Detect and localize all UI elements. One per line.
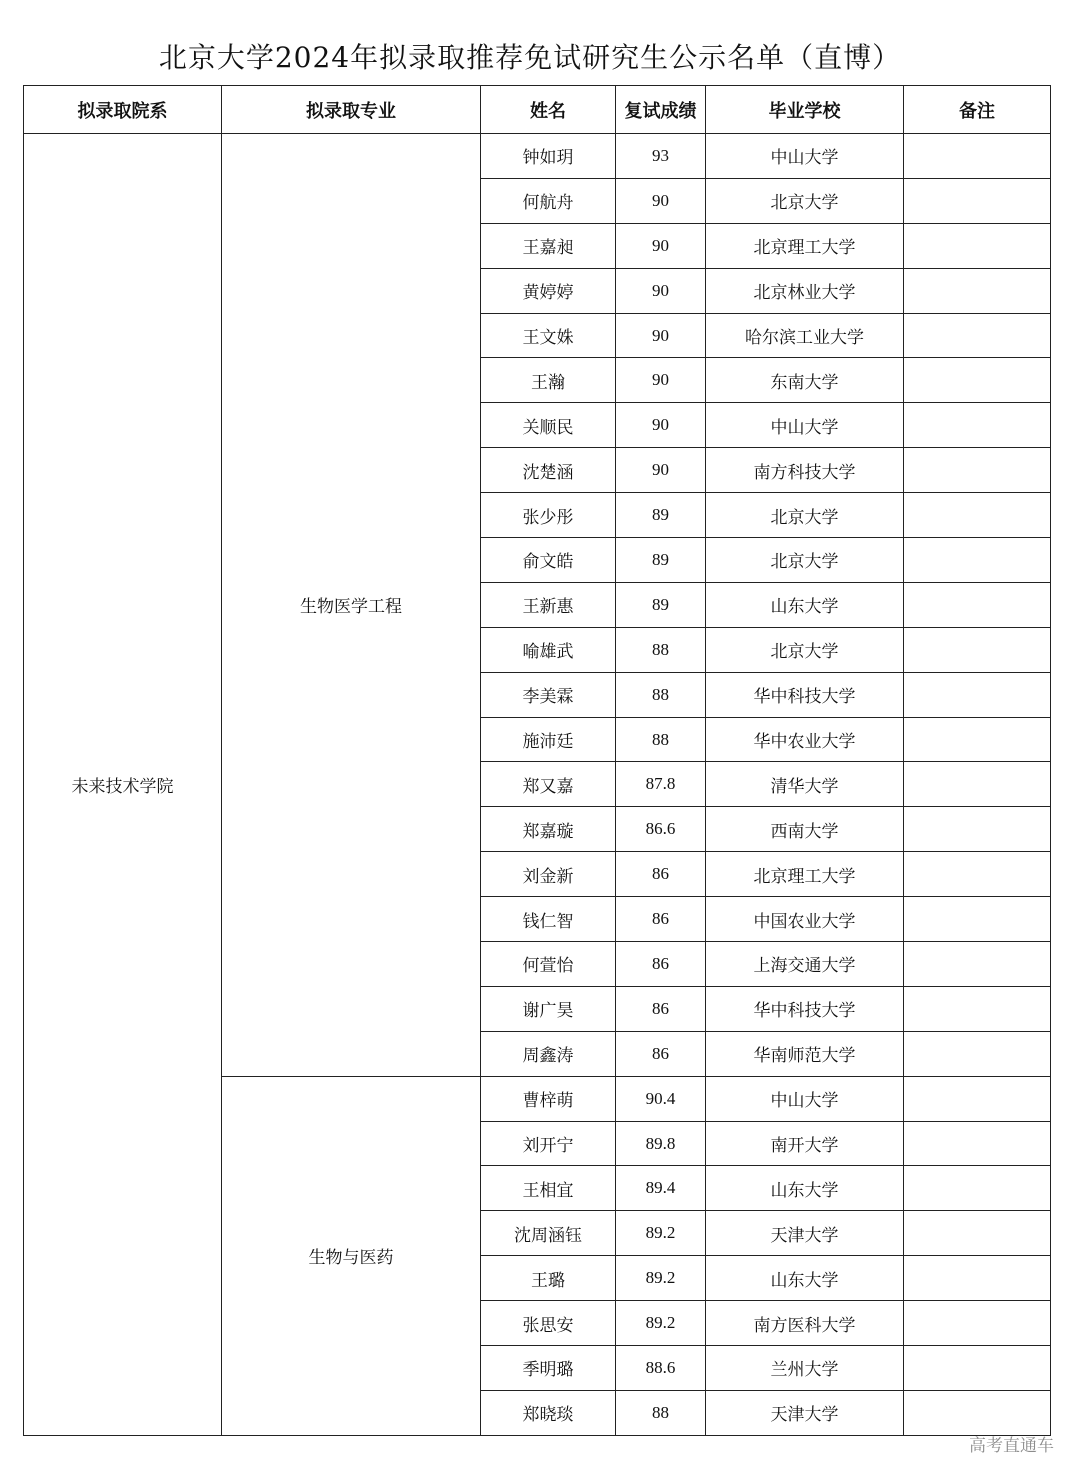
score-cell: 89.8 (616, 1121, 706, 1166)
header-department: 拟录取院系 (24, 86, 222, 134)
name-cell: 郑嘉璇 (481, 807, 616, 852)
score-cell: 90 (616, 313, 706, 358)
name-cell: 周鑫涛 (481, 1031, 616, 1076)
remark-cell (904, 358, 1051, 403)
name-cell: 王璐 (481, 1256, 616, 1301)
score-cell: 89 (616, 582, 706, 627)
score-cell: 93 (616, 134, 706, 179)
major-cell: 生物医学工程 (222, 134, 481, 1077)
name-cell: 李美霖 (481, 672, 616, 717)
name-cell: 曹梓萌 (481, 1076, 616, 1121)
remark-cell (904, 762, 1051, 807)
score-cell: 90.4 (616, 1076, 706, 1121)
score-cell: 89.2 (616, 1256, 706, 1301)
school-cell: 山东大学 (706, 582, 904, 627)
remark-cell (904, 448, 1051, 493)
name-cell: 施沛廷 (481, 717, 616, 762)
school-cell: 北京理工大学 (706, 223, 904, 268)
remark-cell (904, 403, 1051, 448)
school-cell: 中山大学 (706, 403, 904, 448)
name-cell: 俞文皓 (481, 538, 616, 583)
school-cell: 哈尔滨工业大学 (706, 313, 904, 358)
header-major: 拟录取专业 (222, 86, 481, 134)
remark-cell (904, 268, 1051, 313)
remark-cell (904, 1346, 1051, 1391)
score-cell: 89 (616, 493, 706, 538)
table-row (24, 134, 1051, 179)
remark-cell (904, 986, 1051, 1031)
name-cell: 王瀚 (481, 358, 616, 403)
remark-cell (904, 223, 1051, 268)
school-cell: 华南师范大学 (706, 1031, 904, 1076)
remark-cell (904, 672, 1051, 717)
school-cell: 北京林业大学 (706, 268, 904, 313)
score-cell: 88 (616, 717, 706, 762)
remark-cell (904, 897, 1051, 942)
school-cell: 北京大学 (706, 538, 904, 583)
remark-cell (904, 493, 1051, 538)
table-header-row (24, 86, 1051, 134)
header-school: 毕业学校 (706, 86, 904, 134)
name-cell: 谢广昊 (481, 986, 616, 1031)
remark-cell (904, 807, 1051, 852)
department-cell: 未来技术学院 (24, 134, 222, 1436)
school-cell: 南开大学 (706, 1121, 904, 1166)
school-cell: 西南大学 (706, 807, 904, 852)
score-cell: 88 (616, 672, 706, 717)
name-cell: 张少彤 (481, 493, 616, 538)
remark-cell (904, 1301, 1051, 1346)
name-cell: 张思安 (481, 1301, 616, 1346)
score-cell: 86 (616, 942, 706, 987)
table-body (24, 134, 1051, 1436)
school-cell: 天津大学 (706, 1211, 904, 1256)
remark-cell (904, 538, 1051, 583)
school-cell: 山东大学 (706, 1166, 904, 1211)
name-cell: 刘开宁 (481, 1121, 616, 1166)
score-cell: 90 (616, 223, 706, 268)
remark-cell (904, 627, 1051, 672)
score-cell: 88.6 (616, 1346, 706, 1391)
score-cell: 86 (616, 986, 706, 1031)
score-cell: 90 (616, 403, 706, 448)
remark-cell (904, 942, 1051, 987)
score-cell: 88 (616, 627, 706, 672)
score-cell: 86 (616, 1031, 706, 1076)
header-remark: 备注 (904, 86, 1051, 134)
name-cell: 钱仁智 (481, 897, 616, 942)
name-cell: 王相宜 (481, 1166, 616, 1211)
school-cell: 清华大学 (706, 762, 904, 807)
watermark: 高考直通车 (969, 1436, 1054, 1456)
score-cell: 90 (616, 448, 706, 493)
school-cell: 山东大学 (706, 1256, 904, 1301)
school-cell: 南方科技大学 (706, 448, 904, 493)
school-cell: 中山大学 (706, 134, 904, 179)
name-cell: 郑又嘉 (481, 762, 616, 807)
name-cell: 钟如玥 (481, 134, 616, 179)
school-cell: 中山大学 (706, 1076, 904, 1121)
remark-cell (904, 313, 1051, 358)
score-cell: 86.6 (616, 807, 706, 852)
name-cell: 沈楚涵 (481, 448, 616, 493)
remark-cell (904, 717, 1051, 762)
school-cell: 东南大学 (706, 358, 904, 403)
school-cell: 北京大学 (706, 178, 904, 223)
school-cell: 北京大学 (706, 493, 904, 538)
name-cell: 王新惠 (481, 582, 616, 627)
school-cell: 兰州大学 (706, 1346, 904, 1391)
score-cell: 89.2 (616, 1211, 706, 1256)
name-cell: 何航舟 (481, 178, 616, 223)
remark-cell (904, 1256, 1051, 1301)
score-cell: 86 (616, 897, 706, 942)
name-cell: 沈周涵钰 (481, 1211, 616, 1256)
page-title: 北京大学2024年拟录取推荐免试研究生公示名单（直博） (158, 41, 902, 74)
score-cell: 89 (616, 538, 706, 583)
header-score: 复试成绩 (616, 86, 706, 134)
score-cell: 87.8 (616, 762, 706, 807)
name-cell: 王嘉昶 (481, 223, 616, 268)
name-cell: 王文姝 (481, 313, 616, 358)
header-name: 姓名 (481, 86, 616, 134)
score-cell: 90 (616, 358, 706, 403)
school-cell: 华中农业大学 (706, 717, 904, 762)
school-cell: 中国农业大学 (706, 897, 904, 942)
school-cell: 北京理工大学 (706, 852, 904, 897)
score-cell: 90 (616, 268, 706, 313)
score-cell: 89.2 (616, 1301, 706, 1346)
remark-cell (904, 852, 1051, 897)
remark-cell (904, 1076, 1051, 1121)
remark-cell (904, 1031, 1051, 1076)
major-cell: 生物与医药 (222, 1076, 481, 1435)
remark-cell (904, 1166, 1051, 1211)
score-cell: 89.4 (616, 1166, 706, 1211)
remark-cell (904, 1390, 1051, 1435)
name-cell: 季明璐 (481, 1346, 616, 1391)
remark-cell (904, 134, 1051, 179)
school-cell: 华中科技大学 (706, 672, 904, 717)
school-cell: 天津大学 (706, 1390, 904, 1435)
school-cell: 北京大学 (706, 627, 904, 672)
school-cell: 南方医科大学 (706, 1301, 904, 1346)
school-cell: 上海交通大学 (706, 942, 904, 987)
remark-cell (904, 1211, 1051, 1256)
score-cell: 90 (616, 178, 706, 223)
admission-table (23, 85, 1051, 1436)
name-cell: 喻雄武 (481, 627, 616, 672)
name-cell: 刘金新 (481, 852, 616, 897)
name-cell: 郑晓琰 (481, 1390, 616, 1435)
remark-cell (904, 1121, 1051, 1166)
name-cell: 何萱怡 (481, 942, 616, 987)
score-cell: 88 (616, 1390, 706, 1435)
remark-cell (904, 178, 1051, 223)
name-cell: 关顺民 (481, 403, 616, 448)
name-cell: 黄婷婷 (481, 268, 616, 313)
remark-cell (904, 582, 1051, 627)
score-cell: 86 (616, 852, 706, 897)
school-cell: 华中科技大学 (706, 986, 904, 1031)
